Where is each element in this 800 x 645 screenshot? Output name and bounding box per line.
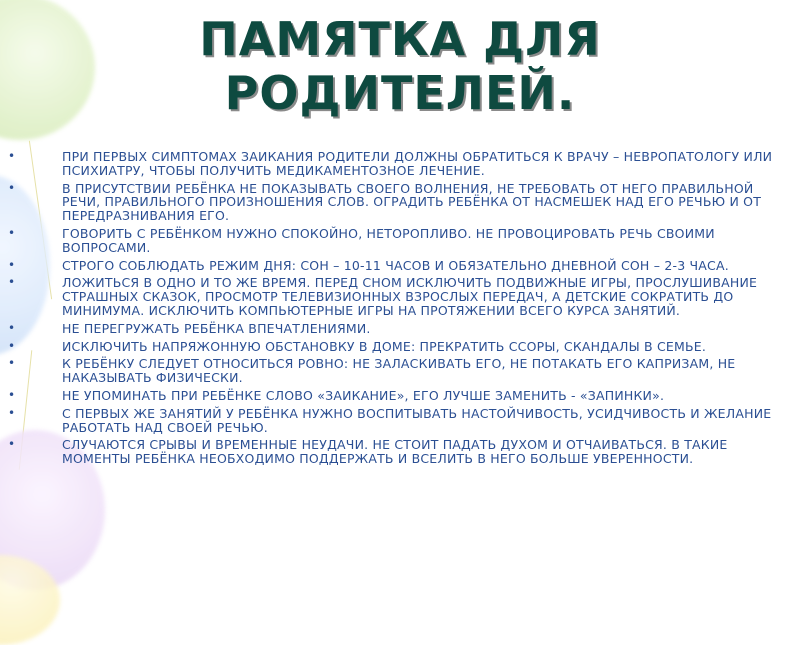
bullet-icon: • <box>8 387 16 402</box>
list-item-text: СТРОГО СОБЛЮДАТЬ РЕЖИМ ДНЯ: СОН – 10-11 ЧАСОВ И ОБЯЗАТЕЛЬНО ДНЕВНОЙ СОН – 2-3 ЧАСА. <box>62 257 729 273</box>
list-item-text: В ПРИСУТСТВИИ РЕБЁНКА НЕ ПОКАЗЫВАТЬ СВОЕГО ВОЛНЕНИЯ, НЕ ТРЕБОВАТЬ ОТ НЕГО ПРАВИЛЬНОЙ РЕЧИ, ПРАВИЛЬНОГО ПРОИЗНОШЕНИЯ СЛОВ. ОГРАДИТЬ РЕБЁНКА ОТ НАСМЕШЕК НАД ЕГО РЕЧЬЮ И ОТ ПЕРЕДРАЗНИВАНИЯ ЕГО. <box>62 180 762 224</box>
list-item <box>8 407 788 435</box>
list-item-text: НЕ ПЕРЕГРУЖАТЬ РЕБЁНКА ВПЕЧАТЛЕНИЯМИ. <box>62 320 371 336</box>
list-item-text: НЕ УПОМИНАТЬ ПРИ РЕБЁНКЕ СЛОВО «ЗАИКАНИЕ», ЕГО ЛУЧШЕ ЗАМЕНИТЬ - «ЗАПИНКИ». <box>62 387 665 403</box>
list-item <box>8 389 788 403</box>
list-item <box>8 227 788 255</box>
bullet-icon: • <box>8 257 16 272</box>
list-item <box>8 150 788 178</box>
list-item-text: ЛОЖИТЬСЯ В ОДНО И ТО ЖЕ ВРЕМЯ. ПЕРЕД СНОМ ИСКЛЮЧИТЬ ПОДВИЖНЫЕ ИГРЫ, ПРОСЛУШИВАНИЕ СТРАШНЫХ СКАЗОК, ПРОСМОТР ТЕЛЕВИЗИОННЫХ ВЗРОСЛЫХ ПЕРЕДАЧ, А ДЕТСКИЕ СОКРАТИТЬ ДО МИНИМУМА. ИСКЛЮЧИТЬ КОМПЬЮТЕРНЫЕ ИГРЫ НА ПРОТЯЖЕНИИ ВСЕГО КУРСА ЗАНЯТИЙ. <box>62 275 758 318</box>
list-item <box>8 276 788 317</box>
list-item-text: СЛУЧАЮТСЯ СРЫВЫ И ВРЕМЕННЫЕ НЕУДАЧИ. НЕ СТОИТ ПАДАТЬ ДУХОМ И ОТЧАИВАТЬСЯ. В ТАКИЕ МОМЕНТЫ РЕБЁНКА НЕОБХОДИМО ПОДДЕРЖАТЬ И ВСЕЛИТЬ В НЕГО БОЛЬШЕ УВЕРЕННОСТИ. <box>62 437 728 467</box>
bullet-icon: • <box>8 338 16 353</box>
list-item-text: К РЕБЁНКУ СЛЕДУЕТ ОТНОСИТЬСЯ РОВНО: НЕ ЗАЛАСКИВАТЬ ЕГО, НЕ ПОТАКАТЬ ЕГО КАПРИЗАМ, НЕ НАКАЗЫВАТЬ ФИЗИЧЕСКИ. <box>62 356 736 386</box>
list-item-text: С ПЕРВЫХ ЖЕ ЗАНЯТИЙ У РЕБЁНКА НУЖНО ВОСПИТЫВАТЬ НАСТОЙЧИВОСТЬ, УСИДЧИВОСТЬ И ЖЕЛАНИЕ РАБОТАТЬ НАД СВОЕЙ РЕЧЬЮ. <box>62 405 772 435</box>
list-item <box>8 259 788 273</box>
slide-title: ПАМЯТКА ДЛЯ РОДИТЕЛЕЙ. <box>199 12 601 120</box>
list-item <box>8 340 788 354</box>
bullet-icon: • <box>8 149 16 163</box>
green-balloon-decoration <box>0 0 95 140</box>
bullet-icon: • <box>8 356 16 371</box>
list-item-text: ПРИ ПЕРВЫХ СИМПТОМАХ ЗАИКАНИЯ РОДИТЕЛИ ДОЛЖНЫ ОБРАТИТЬСЯ К ВРАЧУ – НЕВРОПАТОЛОГУ ИЛИ ПСИХИАТРУ, ЧТОБЫ ПОЛУЧИТЬ МЕДИКАМЕНТОЗНОЕ ЛЕЧЕНИЕ. <box>62 149 773 178</box>
list-item <box>8 357 788 385</box>
bullet-icon: • <box>8 437 16 452</box>
list-item <box>8 438 788 466</box>
advice-list <box>8 150 788 470</box>
bullet-icon: • <box>8 405 16 420</box>
bullet-icon: • <box>8 225 16 240</box>
list-item-text: ИСКЛЮЧИТЬ НАПРЯЖОННУЮ ОБСТАНОВКУ В ДОМЕ: ПРЕКРАТИТЬ ССОРЫ, СКАНДАЛЫ В СЕМЬЕ. <box>62 338 706 354</box>
bullet-icon: • <box>8 320 16 335</box>
list-item <box>8 322 788 336</box>
bullet-icon: • <box>8 275 16 290</box>
list-item <box>8 182 788 223</box>
bullet-icon: • <box>8 180 16 195</box>
list-item-text: ГОВОРИТЬ С РЕБЁНКОМ НУЖНО СПОКОЙНО, НЕТОРОПЛИВО. НЕ ПРОВОЦИРОВАТЬ РЕЧЬ СВОИМИ ВОПРОСАМИ. <box>62 225 715 255</box>
